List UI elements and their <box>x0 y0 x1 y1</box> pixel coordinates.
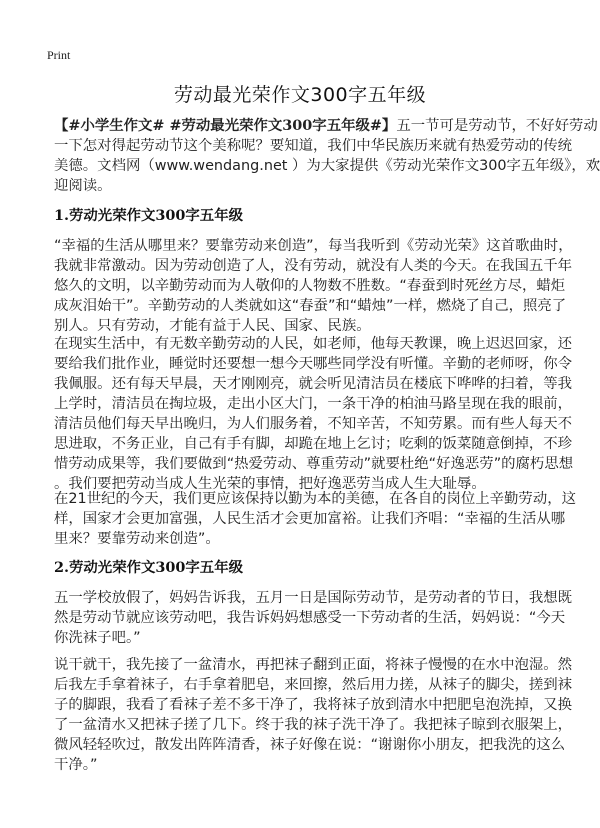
text-line: 在现实生活中，有无数辛勤劳动的人民，如老师，他每天教课，晚上迟迟回家，还 <box>54 336 573 352</box>
text-line: 惜劳动成果等，我们要做到“热爱劳动、尊重劳动”就要杜绝“好逸恶劳”的腐朽思想 <box>54 456 574 472</box>
text-line: 我就非常激动。因为劳动创造了人，没有劳动，就没有人类的今天。在我国五千年 <box>54 258 573 274</box>
text-line: 子的脚跟，我看了看袜子差不多干净了，我将袜子放到清水中把肥皂泡洗掉，又换 <box>54 697 573 713</box>
text-line: 后我左手拿着袜子，右手拿着肥皂，来回擦，然后用力搓，从袜子的脚尖，搓到袜 <box>54 677 573 693</box>
intro-paragraph <box>54 116 600 196</box>
intro-line: 一下怎对得起劳动节这个美称呢？要知道，我们中华民族历来就有热爱劳动的传统 <box>54 138 573 154</box>
intro-tag: 【#小学生作文# #劳动最光荣作文300字五年级#】 <box>54 117 397 134</box>
intro-line: 五一节可是劳动节，不好好劳动 <box>396 118 598 134</box>
text-line: 说干就干，我先接了一盆清水，再把袜子翻到正面，将袜子慢慢的在水中泡湿。然 <box>54 657 573 673</box>
text-line: 清洁员他们每天早出晚归，为人们服务着，不知辛苦，不知劳累。而有些人每天不 <box>54 416 573 432</box>
page-title: 劳动最光荣作文300字五年级 <box>173 84 427 106</box>
text-line: 别人。只有劳动，才能有益于人民、国家、民族。 <box>54 318 371 334</box>
text-line: 在21世纪的今天，我们更应该保持以勤为本的美德，在各自的岗位上辛勤劳动，这 <box>54 491 576 507</box>
text-line: 。我们要把劳动当成人生光荣的事情，把好逸恶劳当成人生大耻辱。 <box>54 476 486 492</box>
text-line: 思进取，不务正业，自己有手有脚，却跪在地上乞讨；吃剩的饭菜随意倒掉，不珍 <box>54 436 573 452</box>
text-line: 要给我们批作业，睡觉时还要想一想今天哪些同学没有听懂。辛勤的老师呀，你令 <box>54 356 573 372</box>
paragraph <box>54 236 573 336</box>
text-line: 上学时，清洁员在掏垃圾，走出小区大门，一条干净的柏油马路呈现在我的眼前， <box>54 396 573 412</box>
text-line: 了一盆清水又把袜子搓了几下。终于我的袜子洗干净了。我把袜子晾到衣服架上， <box>54 717 573 733</box>
paragraph <box>54 334 574 494</box>
intro-line: 迎阅读。 <box>54 178 112 194</box>
text-line: 五一学校放假了，妈妈告诉我，五月一日是国际劳动节，是劳动者的节日，我想既 <box>54 590 573 606</box>
section-heading-2: 2.劳动光荣作文300字五年级 <box>54 559 243 576</box>
text-line: 微风轻轻吹过，散发出阵阵清香，袜子好像在说：“谢谢你小朋友，把我洗的这么 <box>54 737 566 753</box>
text-line: 你洗袜子吧。” <box>54 630 141 646</box>
text-line: 悠久的文明，以辛勤劳动而为人敬仰的人物数不胜数。“春蚕到时死丝方尽，蜡炬 <box>54 278 566 294</box>
text-line: 我佩服。还有每天早晨，天才刚刚亮，就会听见清洁员在楼底下哗哗的扫着，等我 <box>54 376 573 392</box>
text-line: 成灰泪始干”。辛勤劳动的人类就如这“春蚕”和“蜡烛”一样，燃烧了自己，照亮了 <box>54 298 567 314</box>
text-line: 里来？要靠劳动来创造”。 <box>54 531 220 547</box>
text-line: 干净。” <box>54 757 98 773</box>
paragraph <box>54 489 576 549</box>
intro-line: 美德。文档网（www.wendang.net ）为大家提供《劳动光荣作文300字五年级》，欢 <box>54 158 600 174</box>
text-line: 然是劳动节就应该劳动吧，我告诉妈妈想感受一下劳动者的生活，妈妈说：“今天 <box>54 610 566 626</box>
text-line: 样，国家才会更加富强，人民生活才会更加富裕。让我们齐唱：“幸福的生活从哪 <box>54 511 566 527</box>
section-heading-1: 1.劳动光荣作文300字五年级 <box>54 207 243 224</box>
paragraph <box>54 655 573 775</box>
text-line: “幸福的生活从哪里来？要靠劳动来创造”，每当我听到《劳动光荣》这首歌曲时， <box>54 238 573 254</box>
print-label[interactable]: Print <box>47 48 71 62</box>
paragraph <box>54 588 573 648</box>
